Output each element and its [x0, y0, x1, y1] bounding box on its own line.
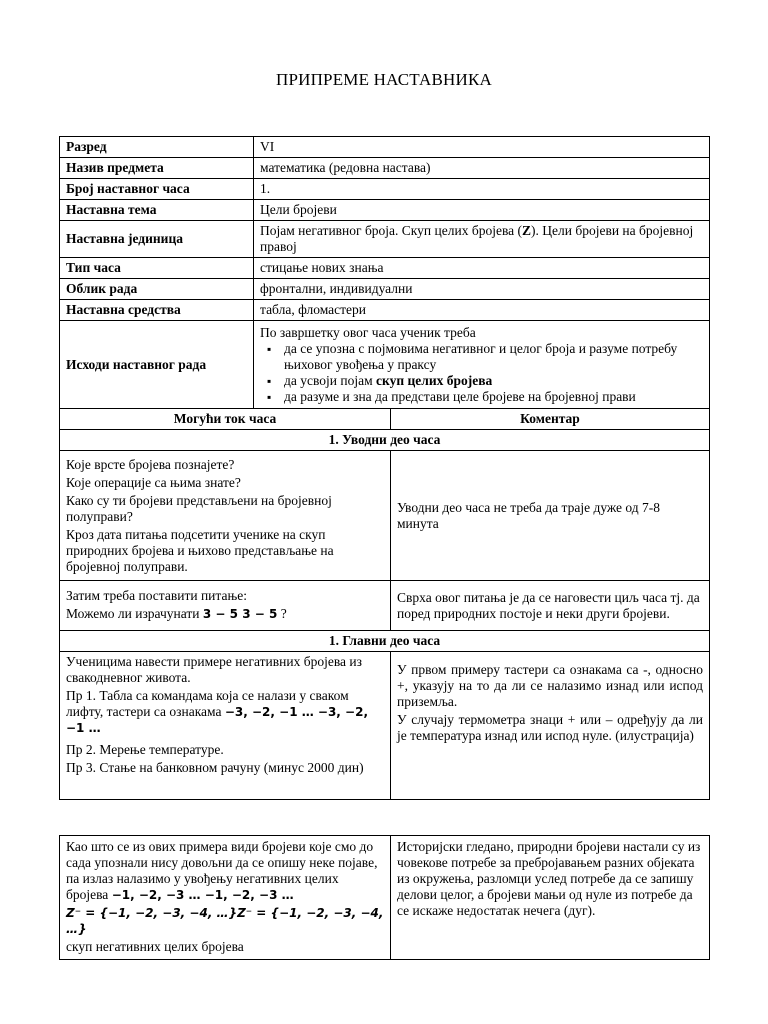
glavni-example-text: Пр 1. Табла са командама која се налази у сваком лифту, тастери са ознакама — [66, 688, 349, 719]
jedinica-text-2: ). Цели бројеви на бројевној правој — [260, 223, 694, 254]
section-glavni: 1. Главни део часа — [60, 631, 710, 652]
razred-label: Разред — [60, 137, 254, 158]
sredstva-value: табла, фломастери — [254, 300, 710, 321]
glavni-comment-p1: У првом примеру тастери са ознакама са -, односно +, указују на то да ли се налазимо изнад или испод приземља. — [397, 662, 703, 709]
ishodi-item: ▪ да се упозна с појмовима негативног и целог броја и разуме потребу њиховог увођења у праксу — [280, 341, 703, 373]
uvod-question: Које врсте бројева познајете? — [66, 457, 235, 472]
ishodi-item-bold: скуп целих бројева — [376, 372, 493, 388]
jedinica-label: Наставна јединица — [60, 221, 254, 258]
ishodi-label: Исходи наставног рада — [60, 321, 254, 409]
pitanje-text: Можемо ли израчунати — [66, 605, 203, 621]
continuation-table — [59, 835, 710, 960]
uvod-question: Које операције са њима знате? — [66, 475, 241, 490]
z-minus-caption: скуп негативних целих бројева — [66, 939, 244, 954]
col-header-tok: Могући ток часа — [60, 409, 391, 430]
col-header-komentar: Коментар — [391, 409, 710, 430]
broj-casa-value: 1. — [254, 179, 710, 200]
glavni-example — [66, 688, 384, 736]
predmet-value: математика (редовна настава) — [254, 158, 710, 179]
broj-casa-label: Број наставног часа — [60, 179, 254, 200]
pitanje-math: 3 − 5 3 − 5 — [202, 606, 278, 621]
tema-value: Цели бројеви — [254, 200, 710, 221]
negative-numbers-cell — [60, 836, 391, 960]
pitanje-line — [66, 606, 384, 622]
glavni-comment — [391, 652, 710, 800]
oblik-value: фронтални, индивидуални — [254, 279, 710, 300]
z-minus-math: Z⁻ = {−1, −2, −3, −4, …}Z⁻ = {−1, −2, −3, −4, …} — [66, 906, 384, 936]
pitanje-comment: Сврха овог питања је да се наговести циљ часа тј. да поред природних постоје и неки други бројеви. — [391, 581, 710, 631]
ishodi-item: ▪ да разуме и зна да представи целе бројеве на бројевној прави — [280, 389, 703, 405]
negative-numbers-text — [66, 839, 384, 903]
tema-label: Наставна тема — [60, 200, 254, 221]
history-comment: Историјски гледано, природни бројеви настали су из човекове потребе за пребројавањем разних објеката из окружења, разломци услед потребе да се запишу делови целог, а бројеви мањи од нуле из потребе да се искаже недостатак нечега (дуг). — [391, 836, 710, 960]
glavni-example: Пр 2. Мерење температуре. — [66, 742, 224, 757]
sredstva-label: Наставна средства — [60, 300, 254, 321]
glavni-example: Пр 3. Стање на банковном рачуну (минус 2000 дин) — [66, 760, 364, 775]
lesson-flow-table — [59, 408, 710, 800]
negative-numbers-intro: Као што се из ових примера види бројеви које смо до сада упознали нису довољни да се опишу неке појаве, па излаз налазимо у увођењу негативних целих бројева — [66, 839, 378, 902]
glavni-intro: Ученицима навести примере негативних бројева из свакодневног живота. — [66, 654, 362, 685]
page-title: ПРИПРЕМЕ НАСТАВНИКА — [275, 70, 493, 89]
tip-label: Тип часа — [60, 258, 254, 279]
uvod-note: Кроз дата питања подсетити ученике на скуп природних бројева и њихово представљање на бројевној полуправи. — [66, 527, 334, 574]
pitanje-qmark: ? — [277, 605, 287, 621]
glavni-example-math: −3, −2, −1 … −3, −2, −1 … — [66, 705, 369, 735]
z-minus-set — [66, 905, 384, 937]
jedinica-value — [254, 221, 710, 258]
ishodi-item-text: да усвоји појам — [284, 372, 376, 388]
glavni-comment-p2: У случају термометра знаци + или – одређују да ли је температура изнад или испод нуле. (илустрација) — [397, 712, 703, 743]
oblik-label: Облик рада — [60, 279, 254, 300]
razred-value: VI — [254, 137, 710, 158]
ishodi-value — [254, 321, 710, 409]
glavni-examples — [60, 652, 391, 800]
ishodi-list — [260, 341, 703, 405]
uvod-comment: Уводни део часа не треба да траје дуже од 7-8 минута — [391, 451, 710, 581]
jedinica-text-1: Појам негативног броја. Скуп целих бројева ( — [260, 223, 522, 238]
ishodi-item — [280, 373, 703, 389]
jedinica-z-symbol: Z — [522, 223, 532, 238]
lesson-info-table — [59, 136, 710, 409]
predmet-label: Назив предмета — [60, 158, 254, 179]
pitanje-intro: Затим треба поставити питање: — [66, 587, 247, 603]
uvod-questions — [60, 451, 391, 581]
tip-value: стицање нових знања — [254, 258, 710, 279]
section-uvod: 1. Уводни део часа — [60, 430, 710, 451]
ishodi-intro: По завршетку овог часа ученик треба — [260, 324, 476, 340]
uvod-question: Како су ти бројеви представљени на бројевној полуправи? — [66, 493, 332, 524]
pitanje-cell — [60, 581, 391, 631]
negative-numbers-math: −1, −2, −3 … −1, −2, −3 … — [111, 888, 294, 902]
